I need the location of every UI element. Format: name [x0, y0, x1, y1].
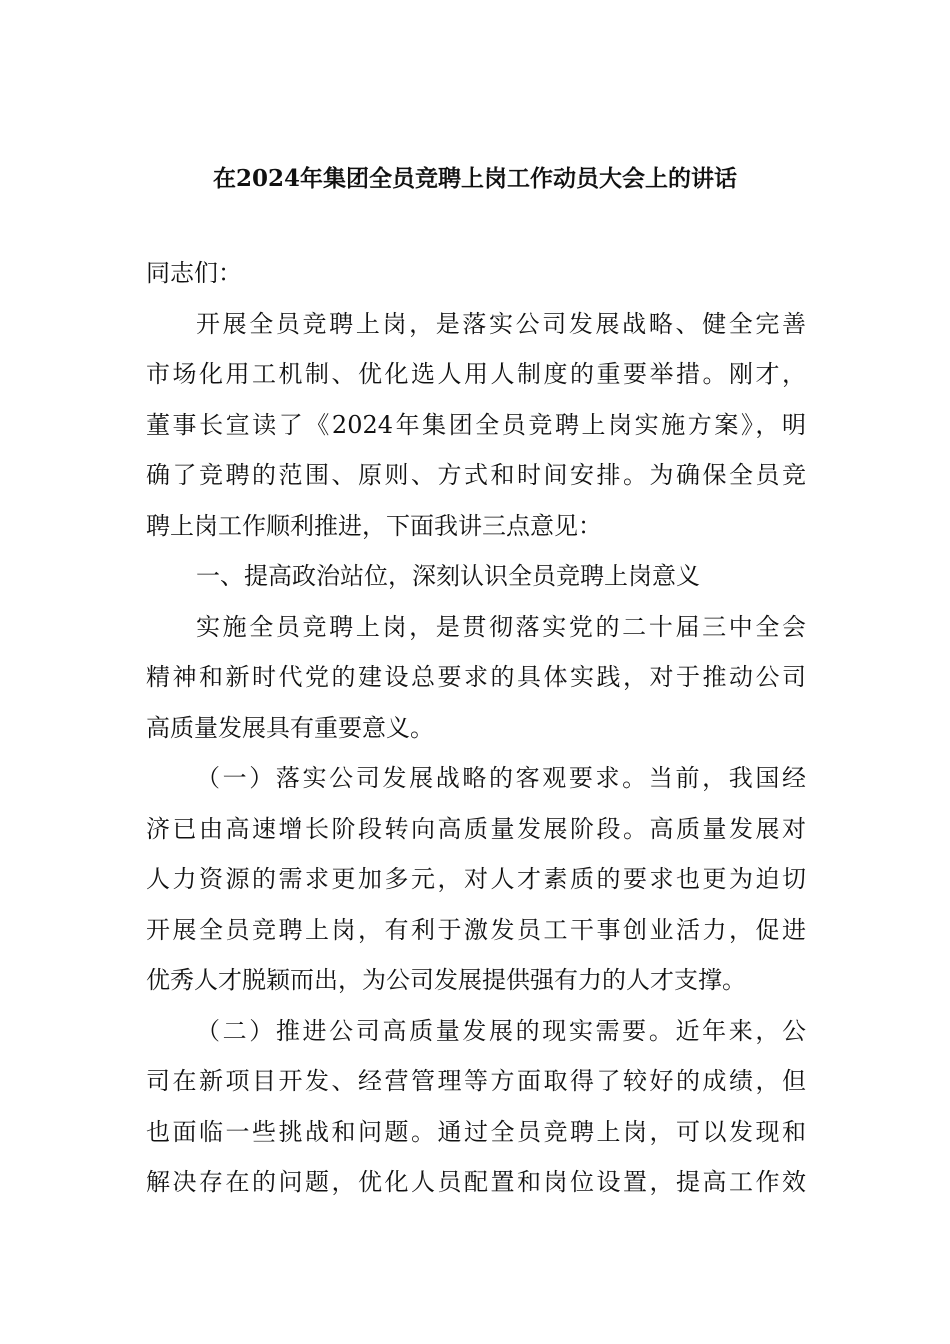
text-line: 聘上岗工作顺利推进，下面我讲三点意见：	[146, 511, 602, 540]
text-line: 济已由高速增长阶段转向高质量发展阶段。高质量发展对	[146, 814, 806, 843]
text-line: 董事长宣读了《2024年集团全员竞聘上岗实施方案》，明	[146, 410, 806, 439]
text-line: 开展全员竞聘上岗，有利于激发员工干事创业活力，促进	[146, 915, 806, 944]
document-title: 在2024年集团全员竞聘上岗工作动员大会上的讲话	[212, 165, 737, 192]
text-line: 开展全员竞聘上岗，是落实公司发展战略、健全完善	[196, 309, 806, 338]
text-line: 也面临一些挑战和问题。通过全员竞聘上岗，可以发现和	[146, 1117, 806, 1146]
text-line: 优秀人才脱颖而出，为公司发展提供强有力的人才支撑。	[146, 966, 746, 994]
text-line: 市场化用工机制、优化选人用人制度的重要举措。刚才，	[146, 360, 806, 388]
text-line: 一、提高政治站位，深刻认识全员竞聘上岗意义	[196, 562, 700, 590]
text-line: 高质量发展具有重要意义。	[146, 713, 434, 742]
text-line: （二）推进公司高质量发展的现实需要。近年来，公	[196, 1016, 806, 1045]
text-line: 精神和新时代党的建设总要求的具体实践，对于推动公司	[146, 663, 806, 691]
document-body	[146, 248, 806, 1208]
text-line: 司在新项目开发、经营管理等方面取得了较好的成绩，但	[146, 1067, 806, 1095]
text-line: 实施全员竞聘上岗，是贯彻落实党的二十届三中全会	[196, 612, 806, 641]
text-line: 确了竞聘的范围、原则、方式和时间安排。为确保全员竞	[146, 461, 806, 489]
text-line: 同志们：	[146, 259, 242, 287]
text-line: （一）落实公司发展战略的客观要求。当前，我国经	[196, 764, 806, 792]
text-line: 人力资源的需求更加多元，对人才素质的要求也更为迫切	[146, 865, 806, 893]
text-line: 解决存在的问题，优化人员配置和岗位设置，提高工作效	[146, 1168, 806, 1196]
